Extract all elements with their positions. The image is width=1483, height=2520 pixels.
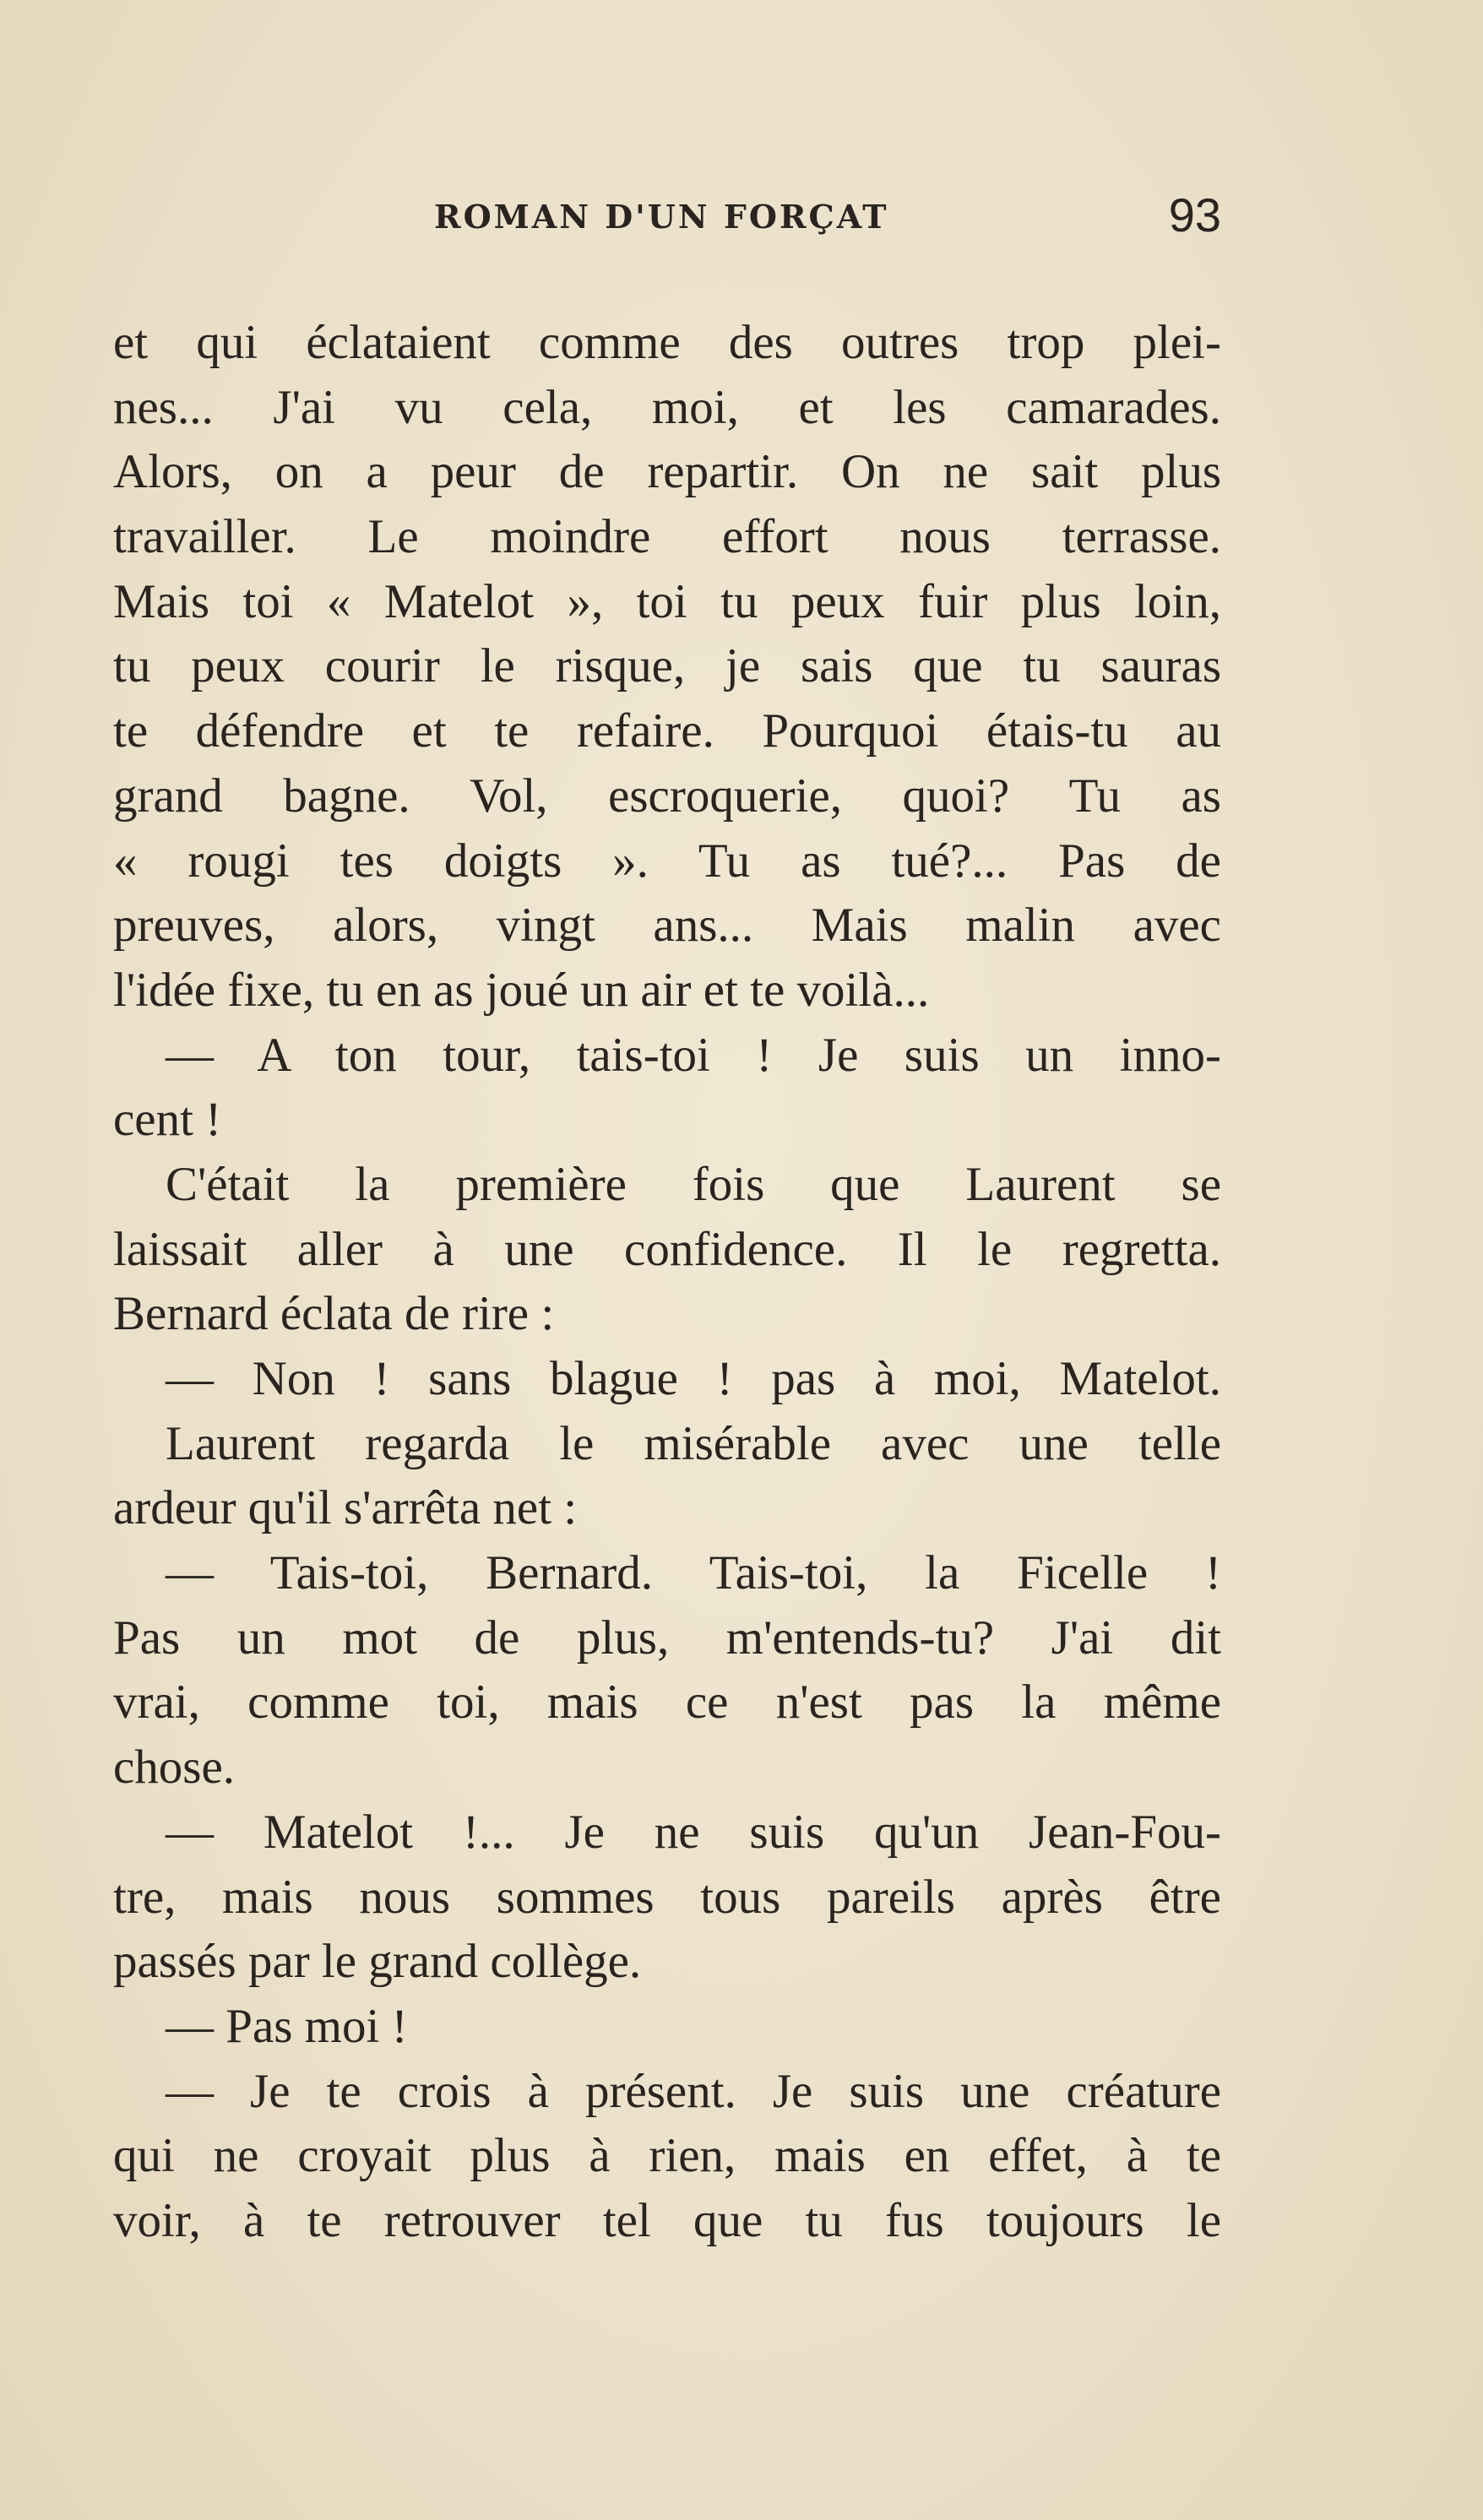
- text-line: — Matelot !... Je ne suis qu'un Jean-Fou-: [166, 1805, 1221, 1859]
- text-line: vrai, comme toi, mais ce n'est pas la même: [113, 1675, 1221, 1730]
- page-number: 93: [1168, 188, 1221, 242]
- text-line: Mais toi « Matelot », toi tu peux fuir plus loin,: [113, 574, 1221, 628]
- text-line: nes... J'ai vu cela, moi, et les camarades.: [113, 380, 1221, 434]
- text-line: Alors, on a peur de repartir. On ne sait plus: [113, 445, 1221, 499]
- text-line: « rougi tes doigts ». Tu as tué?... Pas de: [113, 834, 1221, 888]
- text-line: chose.: [113, 1741, 236, 1795]
- text-line: l'idée fixe, tu en as joué un air et te voilà...: [113, 963, 930, 1017]
- text-line: C'était la première fois que Laurent se: [166, 1157, 1221, 1211]
- text-line: ardeur qu'il s'arrêta net :: [113, 1481, 578, 1535]
- running-title: ROMAN D'UN FORÇAT: [434, 198, 889, 236]
- text-line: Bernard éclata de rire :: [113, 1287, 555, 1341]
- body-text: [113, 311, 1221, 2254]
- text-line: te défendre et te refaire. Pourquoi étais-tu au: [113, 704, 1221, 758]
- text-line: cent !: [113, 1093, 222, 1147]
- text-line: voir, à te retrouver tel que tu fus toujours le: [113, 2193, 1221, 2247]
- text-line: passés par le grand collège.: [113, 1935, 642, 1989]
- text-line: et qui éclataient comme des outres trop plei-: [113, 316, 1221, 369]
- text-line: travailler. Le moindre effort nous terrasse.: [113, 510, 1221, 564]
- text-line: Laurent regarda le misérable avec une telle: [166, 1416, 1221, 1470]
- text-line: — Non ! sans blague ! pas à moi, Matelot.: [166, 1352, 1221, 1405]
- text-line: Pas un mot de plus, m'entends-tu? J'ai dit: [113, 1610, 1221, 1665]
- text-line: tre, mais nous sommes tous pareils après être: [113, 1870, 1221, 1924]
- text-line: — Je te crois à présent. Je suis une créature: [166, 2064, 1221, 2118]
- text-line: — A ton tour, tais-toi ! Je suis un inno-: [166, 1028, 1221, 1082]
- text-line: preuves, alors, vingt ans... Mais malin avec: [113, 899, 1221, 953]
- text-line: grand bagne. Vol, escroquerie, quoi? Tu as: [113, 768, 1221, 823]
- text-line: — Tais-toi, Bernard. Tais-toi, la Ficelle !: [166, 1546, 1221, 1600]
- text-line: qui ne croyait plus à rien, mais en effet, à te: [113, 2129, 1221, 2183]
- text-line: tu peux courir le risque, je sais que tu sauras: [113, 639, 1221, 693]
- page-header: [113, 187, 1221, 247]
- text-line: — Pas moi !: [166, 1999, 408, 2053]
- text-line: laissait aller à une confidence. Il le regretta.: [113, 1222, 1221, 1276]
